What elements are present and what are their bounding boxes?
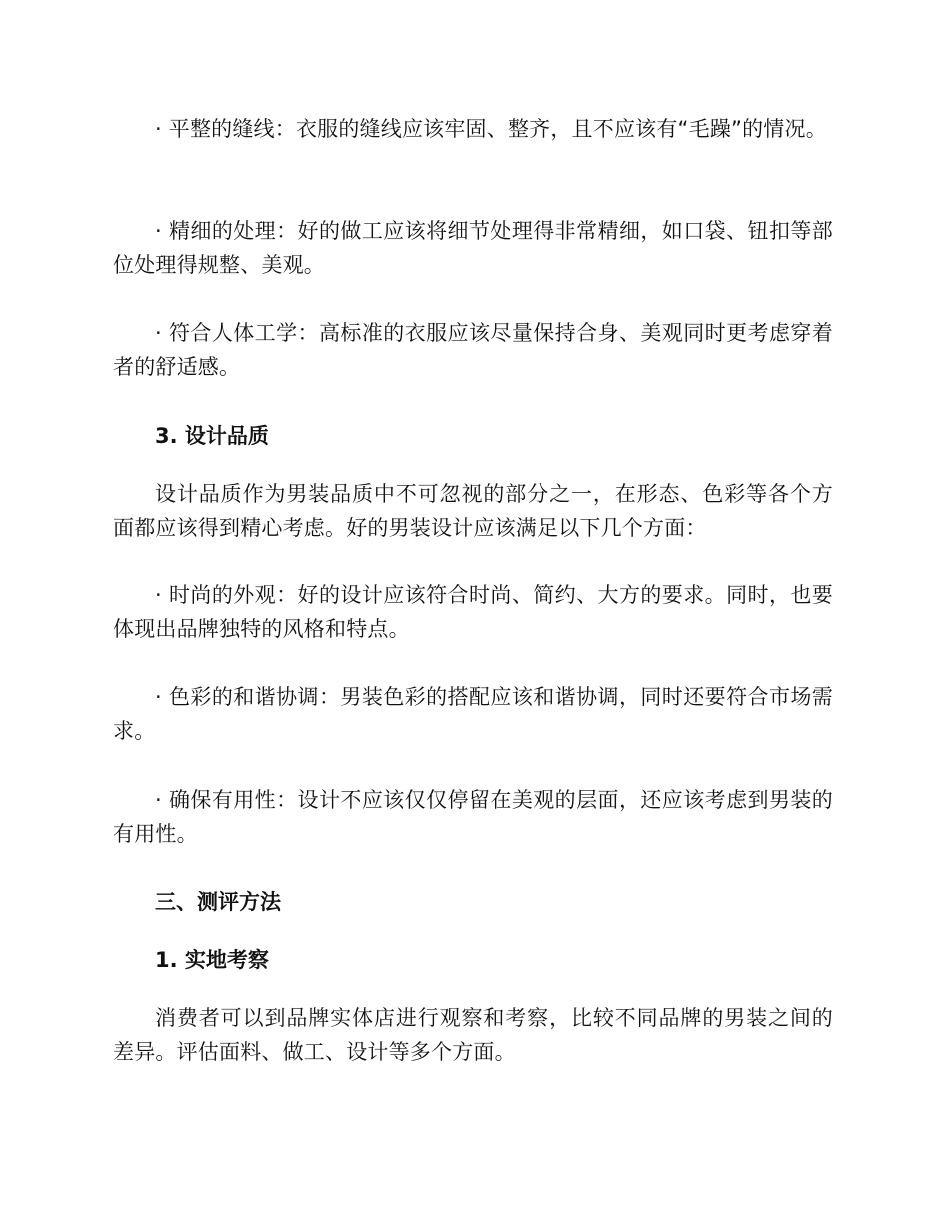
- bullet-flat-seams: · 平整的缝线：衣服的缝线应该牢固、整齐，且不应该有“毛躁”的情况。: [155, 117, 827, 141]
- bullet-usefulness: · 确保有用性：设计不应该仅仅停留在美观的层面，还应该考虑到男装的有用性。: [113, 788, 833, 846]
- paragraph-field-inspection: 消费者可以到品牌实体店进行观察和考察，比较不同品牌的男装之间的差异。评估面料、做工、设计等多个方面。: [113, 1006, 833, 1064]
- chapter-heading-evaluation-methods: 三、测评方法: [155, 890, 281, 914]
- bullet-ergonomics: · 符合人体工学：高标准的衣服应该尽量保持合身、美观同时更考虑穿着者的舒适感。: [113, 321, 833, 379]
- paragraph-design-quality-intro: 设计品质作为男装品质中不可忽视的部分之一，在形态、色彩等各个方面都应该得到精心考虑。好的男装设计应该满足以下几个方面：: [113, 482, 833, 540]
- section-heading-design-quality: 3. 设计品质: [155, 424, 269, 448]
- bullet-fine-finishing: · 精细的处理：好的做工应该将细节处理得非常精细，如口袋、钮扣等部位处理得规整、美观。: [113, 219, 833, 277]
- bullet-fashionable-look: · 时尚的外观：好的设计应该符合时尚、简约、大方的要求。同时，也要体现出品牌独特的风格和特点。: [113, 583, 833, 641]
- section-heading-field-inspection: 1. 实地考察: [155, 948, 269, 972]
- bullet-color-harmony: · 色彩的和谐协调：男装色彩的搭配应该和谐协调，同时还要符合市场需求。: [113, 685, 833, 743]
